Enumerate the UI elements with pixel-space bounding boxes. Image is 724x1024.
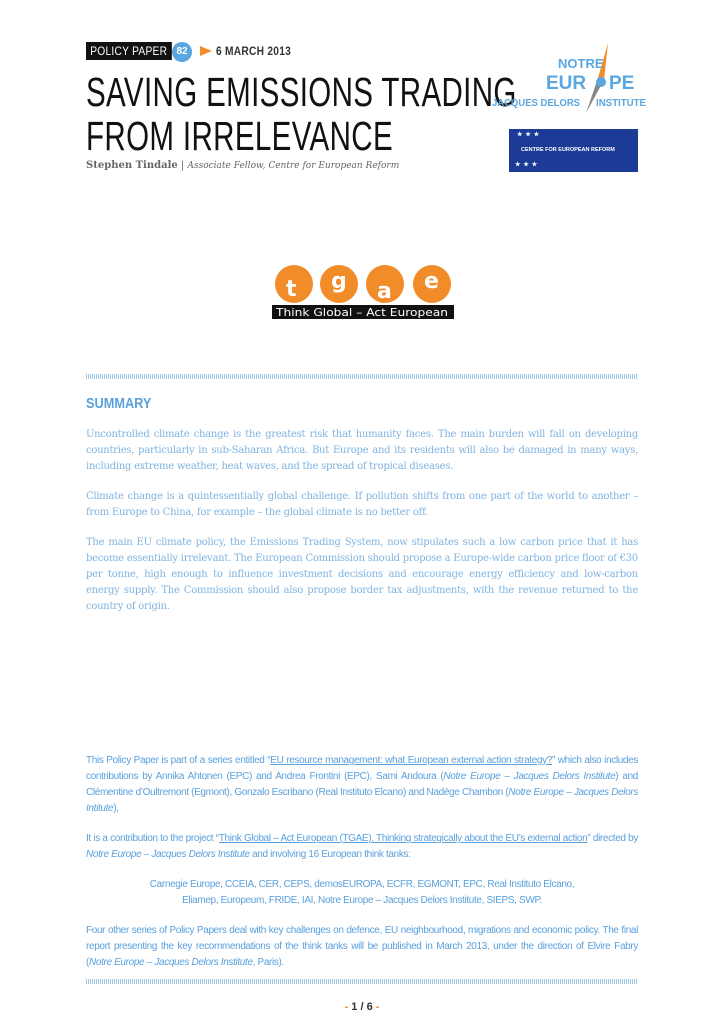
institute-name: Notre Europe – Jacques Delors Intitute bbox=[86, 787, 638, 814]
text: This Policy Paper is part of a series entitled “ bbox=[86, 755, 271, 766]
tgae-a: a bbox=[377, 279, 392, 304]
tgae-tagline: Think Global – Act European bbox=[274, 306, 449, 319]
tgae-logo bbox=[272, 264, 454, 320]
paper-number-badge: 82 bbox=[172, 42, 192, 62]
summary-paragraph: The main EU climate policy, the Emissions Trading System, now stipulates such a low carbon price that it has become essentially irrelevant. The European Commission should propose a Europe-wide carbon price floor of €30 per tonne, high enough to influence investment decisions and encourage energy efficiency and low-carbon energy supply. The Commission should also propose border tax adjustments, with the revenue returned to the country of origin. bbox=[86, 537, 638, 612]
other-series-note bbox=[86, 923, 638, 971]
text: It is a contribution to the project “ bbox=[86, 833, 219, 844]
main-content bbox=[86, 374, 638, 1014]
summary-paragraph: Climate change is a quintessentially global challenge. If pollution shifts from one part of the world to another – from Europe to China, for example – the global climate is no better off. bbox=[86, 491, 638, 518]
dash-decoration: - bbox=[372, 1001, 380, 1013]
page-number bbox=[86, 1000, 638, 1014]
publication-date: 6 MARCH 2013 bbox=[216, 44, 292, 58]
cer-name: CENTRE FOR EUROPEAN REFORM bbox=[521, 147, 615, 153]
title-line-2: FROM IRRELEVANCE bbox=[86, 113, 394, 159]
logo-institute: INSTITUTE bbox=[596, 98, 647, 109]
series-link[interactable]: EU resource management: what European external action strategy? bbox=[270, 755, 553, 766]
text: ” which also includes contributions by Annika Ahtonen (EPC) and Andrea Frontini (EPC), Sami Andoura ( bbox=[86, 755, 639, 782]
cer-logo bbox=[509, 129, 638, 172]
text: and involving 16 European think tanks: bbox=[249, 849, 411, 860]
text: ” directed by bbox=[587, 833, 639, 844]
text: ), bbox=[113, 803, 119, 814]
arrow-icon bbox=[200, 46, 212, 56]
author-name: Stephen Tindale bbox=[86, 160, 178, 171]
project-link[interactable]: Think Global – Act European (TGAE). Thinking strategically about the EU’s external action bbox=[218, 833, 588, 844]
summary-heading: SUMMARY bbox=[86, 395, 152, 412]
footer-notes bbox=[86, 753, 638, 1014]
text: Four other series of Policy Papers deal with key challenges on defence, EU neighbourhood, migrations and economic policy. The final report presenting the key recommendations of the think tanks will be published in March 2013, under the direction of Elvire Fabry ( bbox=[86, 925, 638, 968]
divider bbox=[86, 979, 638, 984]
think-tanks-line: Carnegie Europe, CCEIA, CER, CEPS, demosEUROPA, ECFR, EGMONT, EPC, Real Instituto Elcano, bbox=[149, 879, 575, 890]
author-role: Associate Fellow, Centre for European Reform bbox=[187, 161, 400, 171]
author-line bbox=[86, 160, 399, 171]
dash-decoration: - bbox=[344, 1001, 352, 1013]
logo-pe: PE bbox=[609, 73, 635, 94]
stars-icon: ★★★ bbox=[517, 132, 543, 138]
tgae-e: e bbox=[424, 269, 439, 294]
text: ) and Clémentine d’Oultremont (Egmont), Gonzalo Escribano (Real Instituto Elcano) and Nadège Chambon ( bbox=[86, 771, 638, 798]
notre-europe-logo bbox=[490, 38, 650, 118]
series-label: POLICY PAPER bbox=[86, 42, 171, 60]
stars-icon: ★★★ bbox=[515, 162, 541, 168]
institute-name: Notre Europe – Jacques Delors Institute bbox=[88, 957, 253, 968]
project-note bbox=[86, 831, 638, 863]
tgae-g: g bbox=[331, 269, 347, 294]
think-tanks-line: Eliamep, Europeum, FRIDE, IAI, Notre Europe – Jacques Delors Institute, SIEPS, SWP. bbox=[182, 895, 542, 906]
institute-name: Notre Europe – Jacques Delors Institute bbox=[443, 771, 616, 782]
logo-eur: EUR bbox=[546, 73, 587, 94]
title-line-1: SAVING EMISSIONS TRADING bbox=[86, 69, 517, 115]
summary-paragraph: Uncontrolled climate change is the greatest risk that humanity faces. The main burden will fall on developing countries, particularly in sub-Saharan Africa. But Europe and its residents will also be damaged in many ways, including extreme weather, heat waves, and the spread of tropical diseases. bbox=[86, 429, 638, 472]
text: , Paris). bbox=[252, 957, 284, 968]
think-tanks-list bbox=[86, 877, 638, 909]
institute-name: Notre Europe – Jacques Delors Institute bbox=[86, 849, 250, 860]
separator: | bbox=[180, 160, 185, 171]
tgae-t: t bbox=[286, 277, 297, 302]
logo-jacques-delors: JACQUES DELORS bbox=[492, 98, 581, 109]
logo-notre: NOTRE bbox=[558, 56, 604, 71]
series-note bbox=[86, 753, 638, 817]
page-number-text: 1 / 6 bbox=[351, 1001, 373, 1013]
divider bbox=[86, 374, 638, 379]
